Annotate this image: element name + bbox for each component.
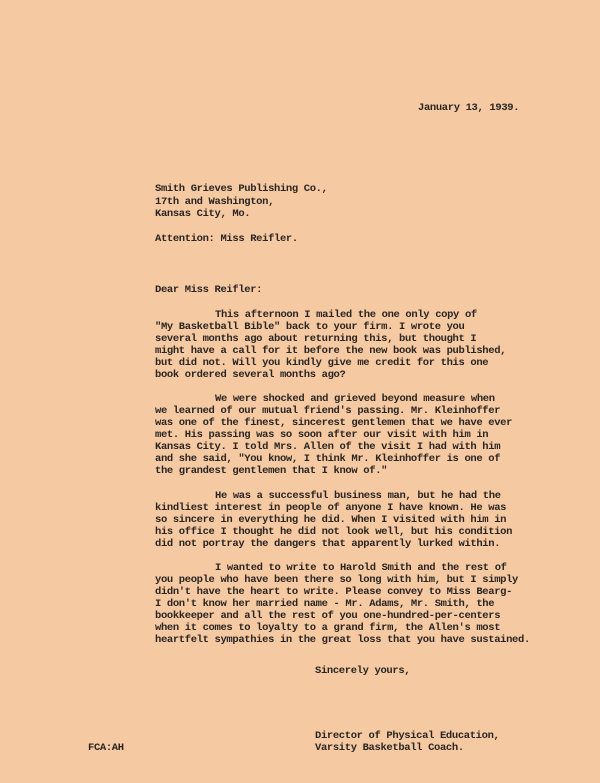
letter-date: January 13, 1939. xyxy=(418,102,520,114)
recipient-street: 17th and Washington, xyxy=(155,196,275,208)
paragraph-line: I wanted to write to Harold Smith and the rest of xyxy=(215,562,507,574)
signature-title-1: Director of Physical Education, xyxy=(315,730,500,742)
salutation: Dear Miss Reifler: xyxy=(155,284,263,296)
paragraph-line: but did not. Will you kindly give me credit for this one xyxy=(155,357,489,369)
recipient-city: Kansas City, Mo. xyxy=(155,208,251,220)
paragraph-line: book ordered several months ago? xyxy=(155,369,346,381)
paragraph-line: you people who have been there so long with him, but I simply xyxy=(155,574,519,586)
paragraph-line: when it comes to loyalty to a grand firm, the Allen's most xyxy=(155,622,501,634)
recipient-company: Smith Grieves Publishing Co., xyxy=(155,183,328,195)
closing: Sincerely yours, xyxy=(315,665,411,677)
paragraph-line: did not portray the dangers that apparently lurked within. xyxy=(155,538,501,550)
paragraph-line: I don't know her married name - Mr. Adams, Mr. Smith, the xyxy=(155,598,495,610)
attention-line: Attention: Miss Reifler. xyxy=(155,233,298,245)
paragraph-line: might have a call for it before the new book was published, xyxy=(155,345,507,357)
signature-title-2: Varsity Basketball Coach. xyxy=(315,742,464,754)
paragraph-line: the grandest gentlemen that I know of." xyxy=(155,465,388,477)
paragraph-line: kindliest interest in people of anyone I have known. He was xyxy=(155,502,507,514)
paragraph-line: "My Basketball Bible" back to your firm. I wrote you xyxy=(155,321,465,333)
paragraph-line: Kansas City. I told Mrs. Allen of the visit I had with him xyxy=(155,441,501,453)
paragraph-line: didn't have the heart to write. Please convey to Miss Bearg- xyxy=(155,586,513,598)
paragraph-line: He was a successful business man, but he had the xyxy=(215,490,501,502)
paragraph-line: bookkeeper and all the rest of you one-hundred-per-centers xyxy=(155,610,501,622)
reference-initials: FCA:AH xyxy=(88,742,124,754)
paragraph-line: several months ago about returning this, but thought I xyxy=(155,333,477,345)
paragraph-line: This afternoon I mailed the one only copy of xyxy=(215,309,477,321)
paragraph-line: met. His passing was so soon after our visit with him in xyxy=(155,429,489,441)
paragraph-line: so sincere in everything he did. When I visited with him in xyxy=(155,514,507,526)
paragraph-line: his office I thought he did not look well, but his condition xyxy=(155,526,513,538)
paragraph-line: heartfelt sympathies in the great loss that you have sustained. xyxy=(155,634,530,646)
paragraph-line: was one of the finest, sincerest gentlemen that we have ever xyxy=(155,417,513,429)
paragraph-line: we learned of our mutual friend's passing. Mr. Kleinhoffer xyxy=(155,405,501,417)
paragraph-line: and she said, "You know, I think Mr. Kleinhoffer is one of xyxy=(155,453,501,465)
paragraph-line: We were shocked and grieved beyond measure when xyxy=(215,393,495,405)
